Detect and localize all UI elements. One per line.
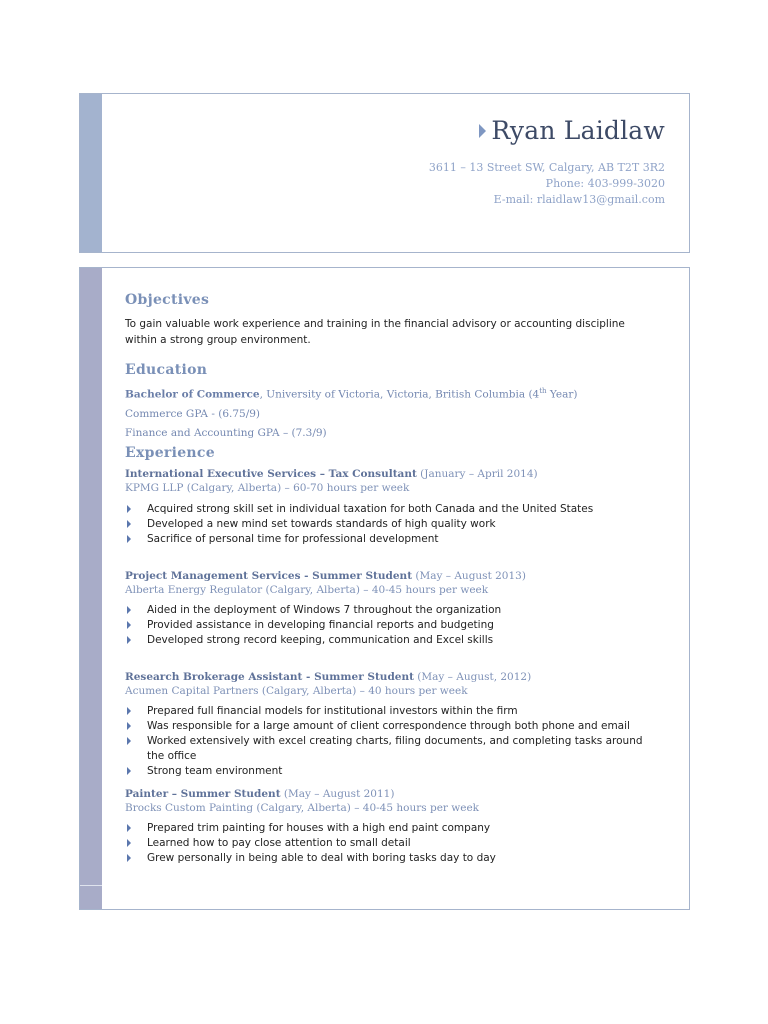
list-item bbox=[125, 821, 659, 836]
triangle-bullet-icon bbox=[127, 621, 131, 629]
bullet-text: Developed a new mind set towards standards of high quality work bbox=[147, 517, 496, 530]
commerce-gpa: Commerce GPA - (6.75/9) bbox=[125, 407, 261, 420]
triangle-bullet-icon bbox=[127, 824, 131, 832]
bar-divider bbox=[80, 885, 102, 886]
year-sup: th bbox=[539, 387, 547, 395]
year-suffix: Year) bbox=[546, 388, 578, 401]
triangle-bullet-icon bbox=[127, 505, 131, 513]
degree-line bbox=[125, 382, 659, 405]
list-item bbox=[125, 851, 659, 866]
triangle-bullet-icon bbox=[127, 707, 131, 715]
triangle-bullet-icon bbox=[127, 520, 131, 528]
job-entry bbox=[125, 569, 659, 648]
triangle-bullet-icon bbox=[127, 636, 131, 644]
education-heading: Education bbox=[125, 362, 208, 378]
job-dates: (May – August, 2012) bbox=[413, 670, 532, 683]
header-box bbox=[79, 93, 690, 253]
job-bullets bbox=[125, 502, 659, 547]
address: 3611 – 13 Street SW, Calgary, AB T2T 3R2 bbox=[428, 161, 665, 174]
contact-info bbox=[429, 160, 665, 208]
list-item bbox=[125, 764, 659, 779]
header-accent-bar bbox=[80, 94, 102, 252]
experience-heading: Experience bbox=[125, 444, 215, 461]
bullet-text: Strong team environment bbox=[147, 764, 283, 777]
bullet-text: Grew personally in being able to deal with boring tasks day to day bbox=[147, 851, 496, 864]
job-org: Brocks Custom Painting (Calgary, Alberta) – 40-45 hours per week bbox=[125, 801, 480, 814]
finance-gpa: Finance and Accounting GPA – (7.3/9) bbox=[125, 426, 327, 439]
body-accent-bar bbox=[80, 268, 102, 909]
school: , University of Victoria, Victoria, British Columbia (4 bbox=[259, 388, 540, 401]
list-item bbox=[125, 603, 659, 618]
bullet-text: Developed strong record keeping, communication and Excel skills bbox=[147, 633, 494, 646]
job-entry bbox=[125, 467, 659, 547]
objectives-text: To gain valuable work experience and training in the financial advisory or accounting discipline within a strong group environment. bbox=[125, 318, 625, 346]
job-bullets bbox=[125, 821, 659, 866]
list-item bbox=[125, 517, 659, 532]
triangle-bullet-icon bbox=[127, 737, 131, 745]
job-dates: (May – August 2011) bbox=[280, 787, 395, 800]
job-title: International Executive Services – Tax Consultant bbox=[125, 467, 417, 480]
name-row bbox=[479, 116, 665, 145]
bullet-text: Aided in the deployment of Windows 7 throughout the organization bbox=[147, 603, 502, 616]
list-item bbox=[125, 719, 659, 734]
email: E-mail: rlaidlaw13@gmail.com bbox=[493, 193, 665, 206]
job-title-line bbox=[125, 670, 659, 684]
phone: Phone: 403-999-3020 bbox=[545, 177, 665, 190]
applicant-name: Ryan Laidlaw bbox=[491, 116, 665, 145]
list-item bbox=[125, 734, 659, 764]
job-org: Alberta Energy Regulator (Calgary, Alberta) – 40-45 hours per week bbox=[125, 583, 489, 596]
job-org: Acumen Capital Partners (Calgary, Alberta) – 40 hours per week bbox=[125, 684, 468, 697]
job-entry bbox=[125, 787, 659, 866]
objectives-heading: Objectives bbox=[125, 292, 210, 308]
job-entry bbox=[125, 670, 659, 779]
job-dates: (May – August 2013) bbox=[412, 569, 526, 582]
job-title-line bbox=[125, 787, 659, 801]
education-block bbox=[125, 382, 659, 443]
job-title: Research Brokerage Assistant - Summer Student bbox=[125, 670, 414, 683]
triangle-bullet-icon bbox=[479, 124, 486, 138]
triangle-bullet-icon bbox=[127, 767, 131, 775]
job-bullets bbox=[125, 704, 659, 779]
job-title-line bbox=[125, 467, 659, 481]
job-title: Project Management Services - Summer Student bbox=[125, 569, 413, 582]
triangle-bullet-icon bbox=[127, 606, 131, 614]
job-title-line bbox=[125, 569, 659, 583]
triangle-bullet-icon bbox=[127, 839, 131, 847]
bullet-text: Sacrifice of personal time for professional development bbox=[147, 532, 439, 545]
bullet-text: Provided assistance in developing financial reports and budgeting bbox=[147, 618, 494, 631]
bullet-text: Was responsible for a large amount of client correspondence through both phone and email bbox=[147, 719, 630, 732]
triangle-bullet-icon bbox=[127, 722, 131, 730]
list-item bbox=[125, 532, 659, 547]
list-item bbox=[125, 633, 659, 648]
experience-list bbox=[125, 467, 659, 866]
list-item bbox=[125, 836, 659, 851]
list-item bbox=[125, 502, 659, 517]
bullet-text: Learned how to pay close attention to small detail bbox=[147, 836, 411, 849]
bullet-text: Worked extensively with excel creating charts, filing documents, and completing tasks around the office bbox=[147, 734, 643, 762]
bullet-text: Prepared trim painting for houses with a high end paint company bbox=[147, 821, 491, 834]
bullet-text: Prepared full financial models for institutional investors within the firm bbox=[147, 704, 518, 717]
degree: Bachelor of Commerce bbox=[125, 388, 260, 401]
resume-content bbox=[125, 292, 659, 866]
job-bullets bbox=[125, 603, 659, 648]
list-item bbox=[125, 704, 659, 719]
bullet-text: Acquired strong skill set in individual taxation for both Canada and the United States bbox=[147, 502, 594, 515]
body-box bbox=[79, 267, 690, 910]
triangle-bullet-icon bbox=[127, 535, 131, 543]
triangle-bullet-icon bbox=[127, 854, 131, 862]
list-item bbox=[125, 618, 659, 633]
job-org: KPMG LLP (Calgary, Alberta) – 60-70 hours per week bbox=[125, 481, 410, 494]
job-title: Painter – Summer Student bbox=[125, 787, 281, 800]
job-dates: (January – April 2014) bbox=[416, 467, 538, 480]
